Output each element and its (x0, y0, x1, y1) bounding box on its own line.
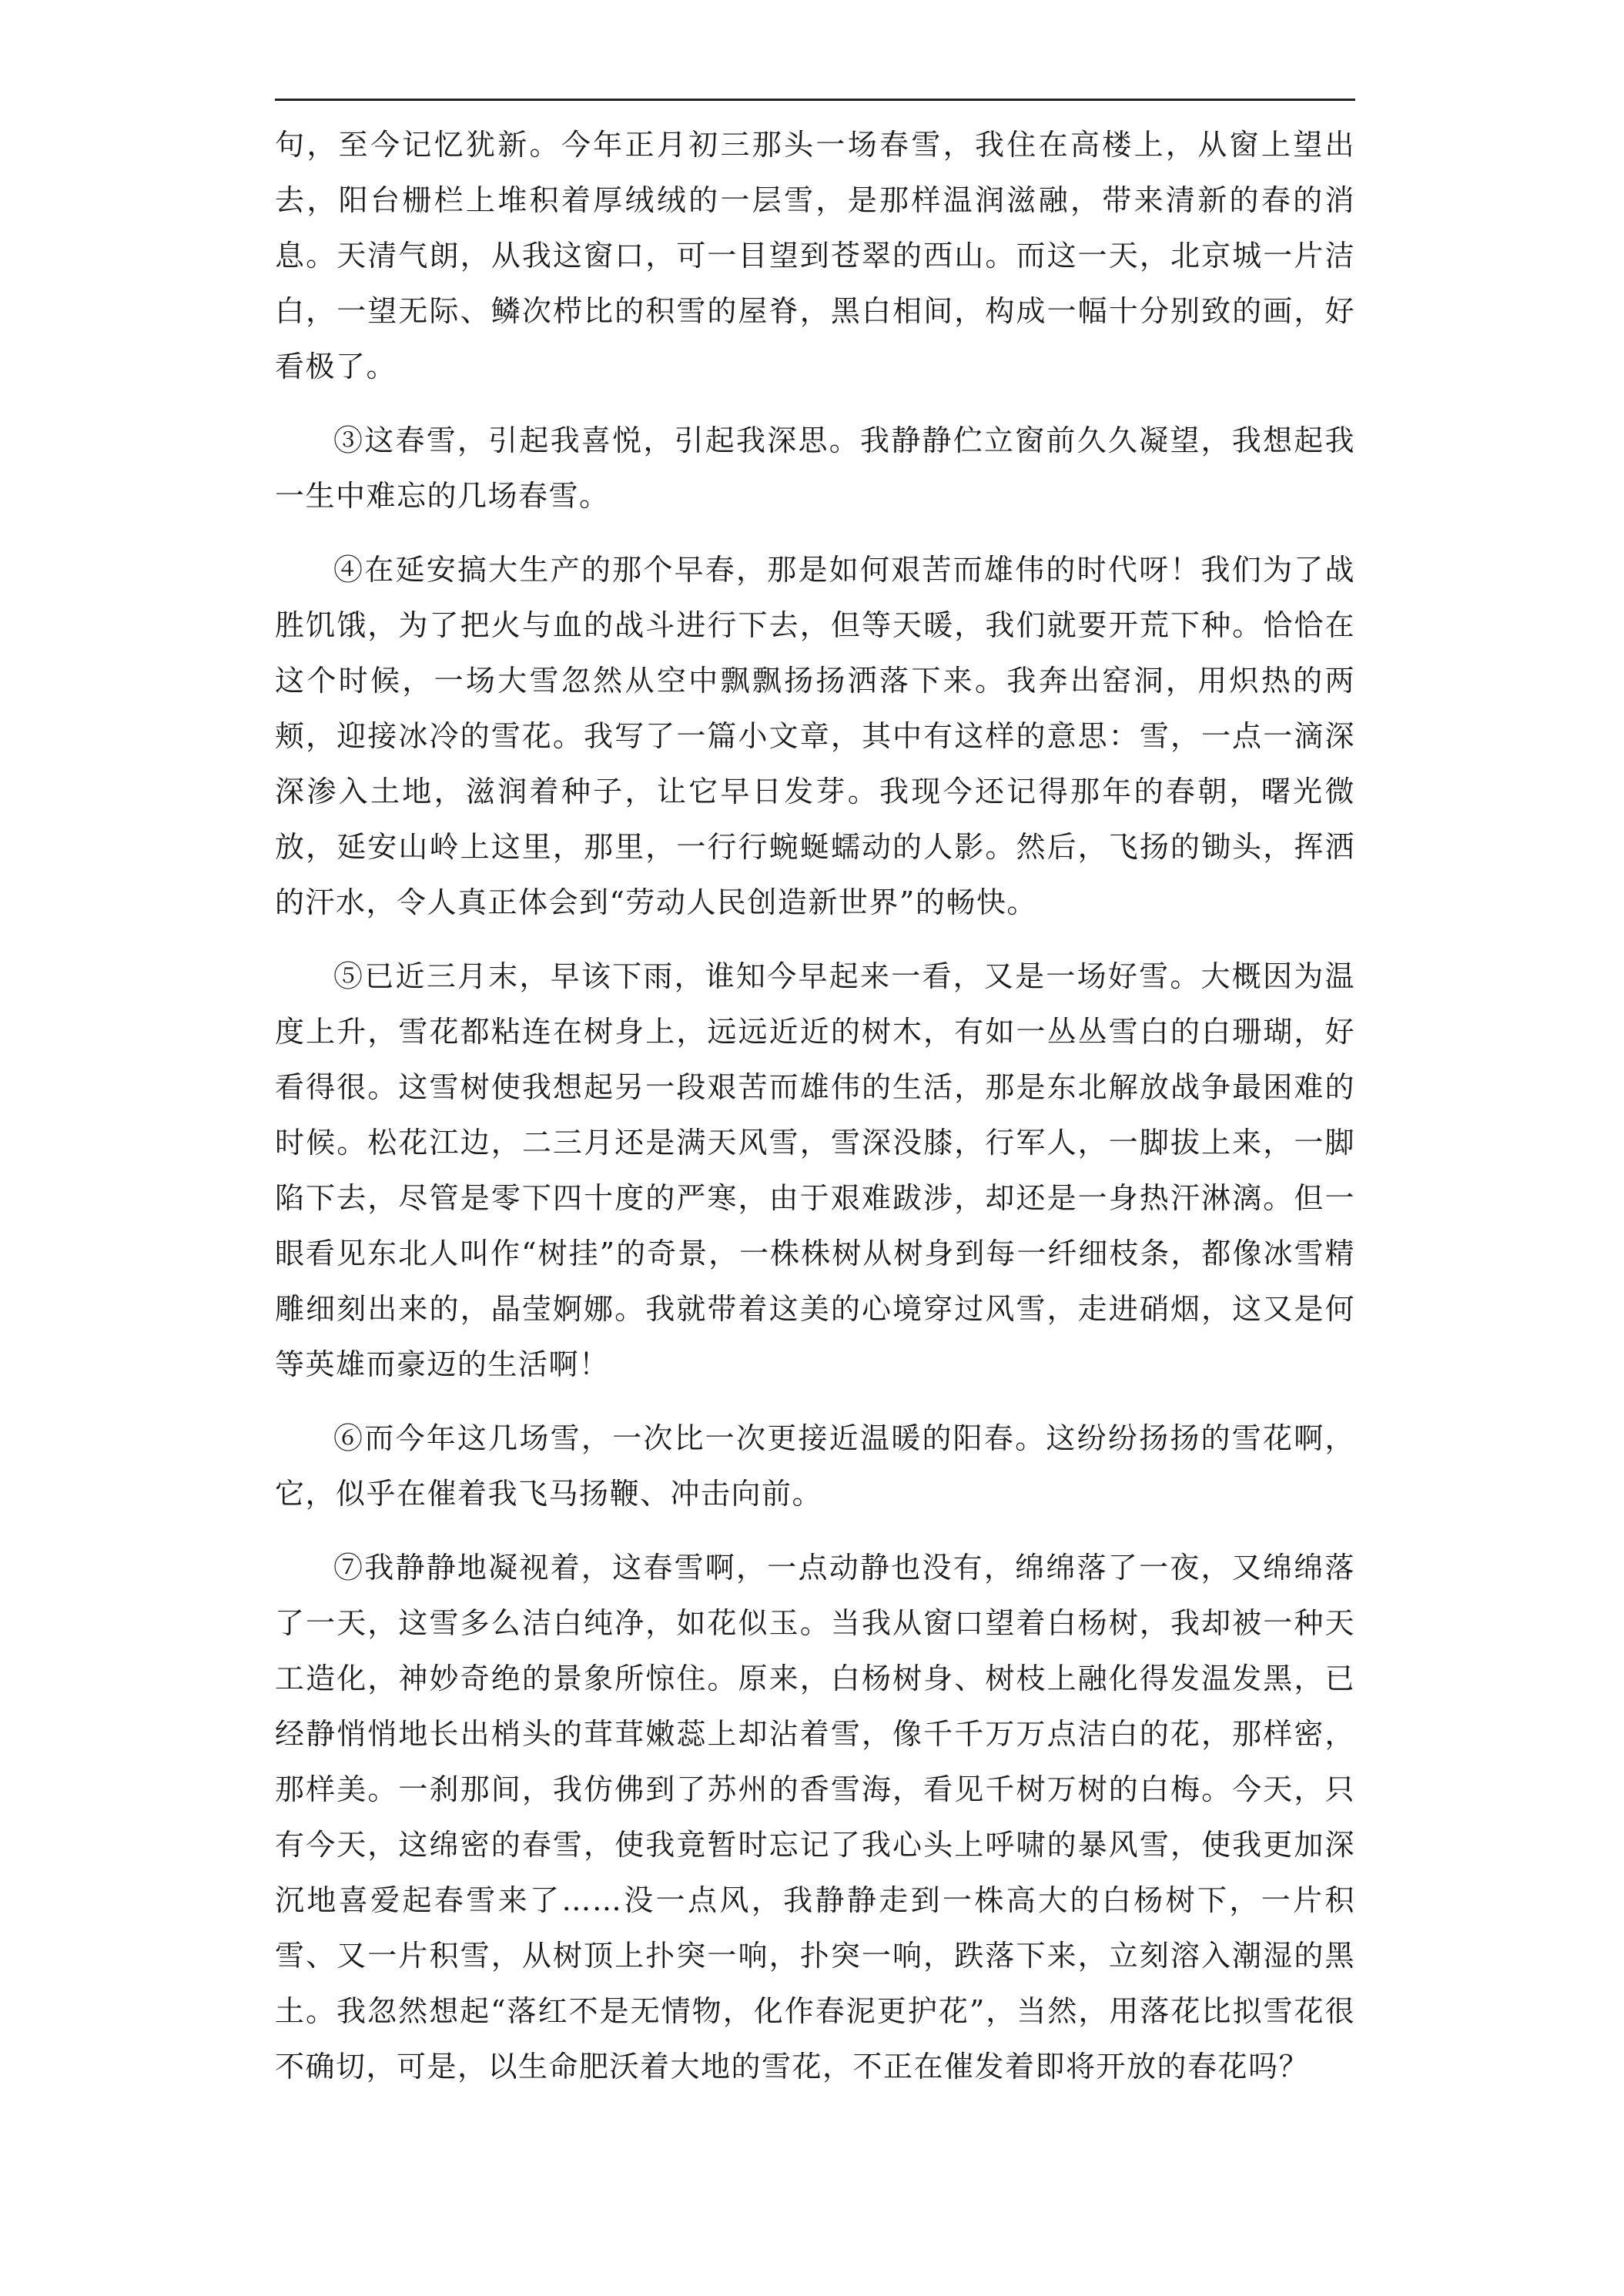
paragraph-7: ⑦我静静地凝视着，这春雪啊，一点动静也没有，绵绵落了一夜，又绵绵落了一天，这雪多么洁白纯净，如花似玉。当我从窗口望着白杨树，我却被一种天工造化，神妙奇绝的景象所惊住。原来，白杨树身、树枝上融化得发温发黑，已经静悄悄地长出梢头的茸茸嫩蕊上却沾着雪，像千千万万点洁白的花，那样密，那样美。一刹那间，我仿佛到了苏州的香雪海，看见千树万树的白梅。今天，只有今天，这绵密的春雪，使我竟暂时忘记了我心头上呼啸的暴风雪，使我更加深沉地喜爱起春雪来了……没一点风，我静静走到一株高大的白杨树下，一片积雪、又一片积雪，从树顶上扑突一响，扑突一响，跌落下来，立刻溶入潮湿的黑土。我忽然想起“落红不是无情物，化作春泥更护花”，当然，用落花比拟雪花很不确切，可是，以生命肥沃着大地的雪花，不正在催发着即将开放的春花吗？ (275, 1551, 1355, 2083)
paragraph-5: ⑤已近三月末，早该下雨，谁知今早起来一看，又是一场好雪。大概因为温度上升，雪花都粘连在树身上，远远近近的树木，有如一丛丛雪白的白珊瑚，好看得很。这雪树使我想起另一段艰苦而雄伟的生活，那是东北解放战争最困难的时候。松花江边，二三月还是满天风雪，雪深没膝，行军人，一脚拔上来，一脚陷下去，尽管是零下四十度的严寒，由于艰难跋涉，却还是一身热汗淋漓。但一眼看见东北人叫作“树挂”的奇景，一株株树从树身到每一纤细枝条，都像冰雪精雕细刻出来的，晶莹婀娜。我就带着这美的心境穿过风雪，走进硝烟，这又是何等英雄而豪迈的生活啊！ (275, 959, 1355, 1381)
paragraph-4: ④在延安搞大生产的那个早春，那是如何艰苦而雄伟的时代呀！我们为了战胜饥饿，为了把火与血的战斗进行下去，但等天暖，我们就要开荒下种。恰恰在这个时候，一场大雪忽然从空中飘飘扬扬洒落下来。我奔出窑洞，用炽热的两颊，迎接冰冷的雪花。我写了一篇小文章，其中有这样的意思：雪，一点一滴深深渗入土地，滋润着种子，让它早日发芽。我现今还记得那年的春朝，曙光微放，延安山岭上这里，那里，一行行蜿蜒蠕动的人影。然后，飞扬的锄头，挥洒的汗水，令人真正体会到“劳动人民创造新世界”的畅快。 (275, 553, 1355, 919)
paragraph-3: ③这春雪，引起我喜悦，引起我深思。我静静伫立窗前久久凝望，我想起我一生中难忘的几场春雪。 (275, 423, 1355, 513)
paragraph-continued: 句，至今记忆犹新。今年正月初三那头一场春雪，我住在高楼上，从窗上望出去，阳台栅栏上堆积着厚绒绒的一层雪，是那样温润滋融，带来清新的春的消息。天清气朗，从我这窗口，可一目望到苍翠的西山。而这一天，北京城一片洁白，一望无际、鳞次栉比的积雪的屋脊，黑白相间，构成一幅十分别致的画，好看极了。 (275, 128, 1355, 383)
paragraph-6: ⑥而今年这几场雪，一次比一次更接近温暖的阳春。这纷纷扬扬的雪花啊，它，似乎在催着我飞马扬鞭、冲击向前。 (275, 1421, 1355, 1511)
article-body (275, 117, 1355, 2113)
header-rule (275, 99, 1355, 101)
